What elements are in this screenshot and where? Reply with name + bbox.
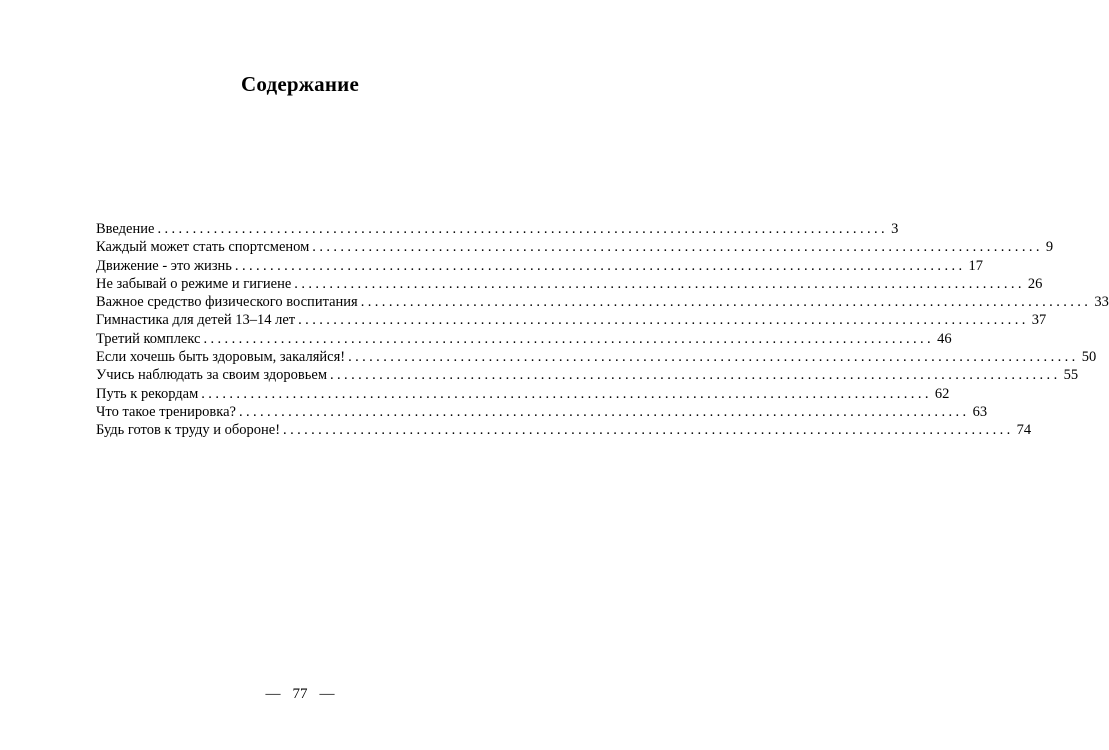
toc-entry xyxy=(96,257,984,275)
toc-entry xyxy=(96,385,950,403)
toc-entry xyxy=(96,238,1054,256)
toc-entry xyxy=(96,348,1097,366)
toc-entry-title: Путь к рекордам xyxy=(96,385,199,402)
toc-entry-title: Каждый может стать спортсменом xyxy=(96,239,310,256)
toc-entry-page: 33 xyxy=(1094,294,1109,311)
toc-entry-title: Будь готов к труду и обороне! xyxy=(96,422,281,439)
toc-entry xyxy=(96,330,952,348)
toc-dot-leader: ........................................................................................................ xyxy=(330,367,1061,384)
table-of-contents xyxy=(96,220,1109,440)
toc-entry-page: 74 xyxy=(1016,422,1032,439)
toc-entry xyxy=(96,293,1109,311)
toc-entry-title: Гимнастика для детей 13–14 лет xyxy=(96,312,296,329)
toc-entry-page: 17 xyxy=(968,257,984,274)
toc-entry-page: 26 xyxy=(1027,275,1043,292)
toc-entry xyxy=(96,275,1043,293)
toc-entry-page: 3 xyxy=(891,221,899,237)
page-footer xyxy=(0,686,600,703)
toc-dot-leader: ........................................................................................................ xyxy=(348,349,1079,366)
toc-entry xyxy=(96,366,1079,384)
toc-dot-leader: ........................................................................................................ xyxy=(157,221,889,237)
toc-entry-title: Введение xyxy=(96,221,155,237)
toc-entry-title: Важное средство физического воспитания xyxy=(96,294,358,311)
toc-entry-title: Учись наблюдать за своим здоровьем xyxy=(96,367,327,384)
toc-dot-leader: ........................................................................................................ xyxy=(238,403,970,420)
toc-dot-leader: ........................................................................................................ xyxy=(294,275,1025,292)
footer-dash-right: — xyxy=(319,686,335,702)
toc-entry-page: 37 xyxy=(1031,312,1047,329)
toc-entry xyxy=(96,311,1047,329)
toc-dot-leader: ........................................................................................................ xyxy=(234,257,966,274)
toc-entry-page: 63 xyxy=(972,403,988,420)
toc-entry-title: Движение - это жизнь xyxy=(96,257,232,274)
toc-entry xyxy=(96,220,899,238)
toc-dot-leader: ........................................................................................................ xyxy=(201,385,932,402)
toc-entry-title: Не забывай о режиме и гигиене xyxy=(96,275,292,292)
toc-dot-leader: ........................................................................................................ xyxy=(312,239,1043,256)
toc-entry xyxy=(96,421,1032,439)
toc-entry-title: Третий комплекс xyxy=(96,330,201,347)
toc-dot-leader: ........................................................................................................ xyxy=(360,294,1092,311)
toc-dot-leader: ........................................................................................................ xyxy=(298,312,1029,329)
toc-entry-title: Если хочешь быть здоровым, закаляйся! xyxy=(96,349,346,366)
toc-entry xyxy=(96,403,988,421)
toc-entry-title: Что такое тренировка? xyxy=(96,403,236,420)
toc-entry-page: 62 xyxy=(934,385,950,402)
toc-dot-leader: ........................................................................................................ xyxy=(203,330,935,347)
toc-entry-page: 46 xyxy=(937,330,952,347)
toc-entry-page: 9 xyxy=(1045,239,1054,256)
page-title: Содержание xyxy=(241,72,359,96)
toc-entry-page: 50 xyxy=(1081,349,1097,366)
page-number: 77 xyxy=(292,686,308,702)
footer-dash-left: — xyxy=(265,686,281,702)
toc-entry-page: 55 xyxy=(1063,367,1079,384)
toc-dot-leader: ........................................................................................................ xyxy=(283,422,1014,439)
